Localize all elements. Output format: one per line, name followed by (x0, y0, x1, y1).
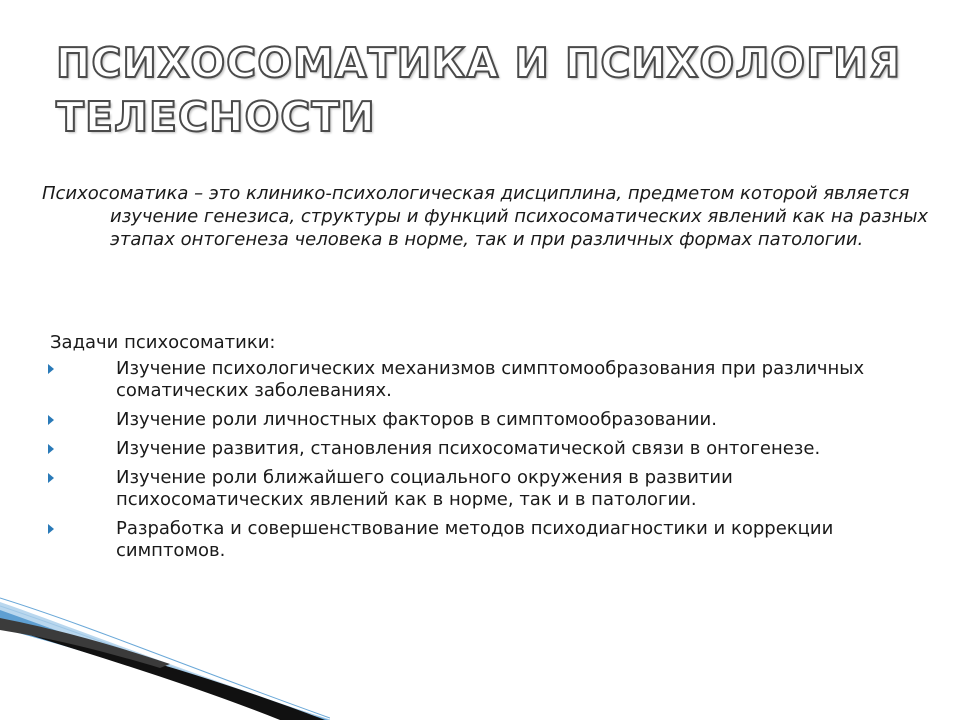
triangle-bullet-icon (48, 364, 54, 374)
list-item (46, 438, 906, 460)
slide-title (56, 36, 916, 144)
triangle-bullet-icon (48, 473, 54, 483)
list-item (46, 358, 906, 402)
triangle-bullet-icon (48, 444, 54, 454)
slide-title-line-1: ПСИХОСОМАТИКА И ПСИХОЛОГИЯ (56, 39, 902, 87)
list-item-text: Изучение психологических механизмов симптомообразования при различных соматических заболеваниях. (116, 358, 865, 401)
list-item (46, 409, 906, 431)
tasks-heading: Задачи психосоматики: (50, 332, 276, 353)
list-item-text: Изучение роли личностных факторов в симптомообразовании. (116, 409, 717, 430)
definition-paragraph: Психосоматика – это клинико-психологическая дисциплина, предметом которой является изучение генезиса, структуры и функций психосоматических явлений как на разных этапах онтогенеза человека в норме, так и при различных формах патологии. (42, 183, 929, 250)
list-item (46, 518, 906, 562)
list-item-text: Разработка и совершенствование методов психодиагностики и коррекции симптомов. (116, 518, 834, 561)
decorative-swoosh (0, 560, 330, 720)
slide-title-line-2: ТЕЛЕСНОСТИ (56, 93, 376, 141)
list-item (46, 467, 906, 511)
triangle-bullet-icon (48, 415, 54, 425)
triangle-bullet-icon (48, 524, 54, 534)
tasks-list (46, 358, 906, 569)
list-item-text: Изучение роли ближайшего социального окружения в развитии психосоматических явлений как в норме, так и в патологии. (116, 467, 733, 510)
list-item-text: Изучение развития, становления психосоматической связи в онтогенезе. (116, 438, 821, 459)
